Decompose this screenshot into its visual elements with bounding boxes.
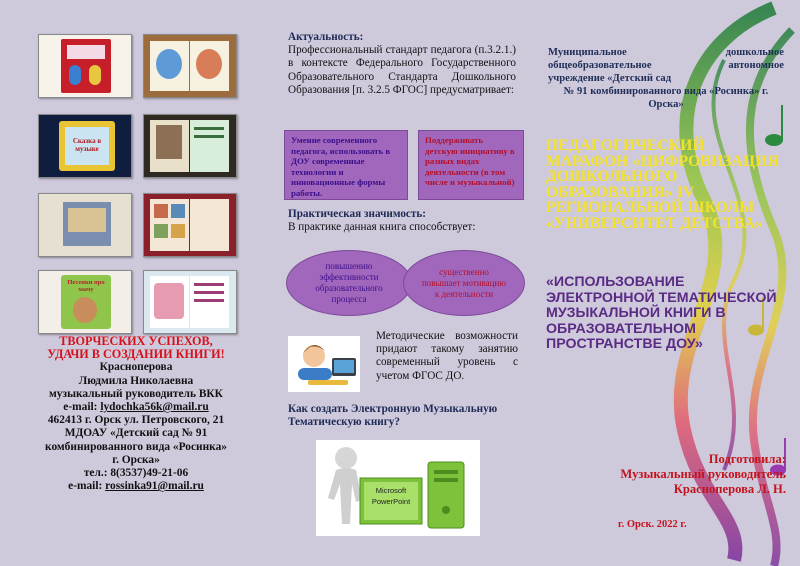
book-thumbnail-5 — [38, 193, 132, 257]
org-name — [548, 46, 784, 111]
child-computer-illustration — [288, 336, 360, 392]
left-panel — [0, 0, 268, 566]
relevance-heading: Актуальность: — [288, 31, 364, 43]
city-year: г. Орск. 2022 г. — [618, 519, 687, 530]
org-email-label: e-mail: — [68, 480, 103, 493]
motivation-ellipse: существенно повышает мотивацию к деятельности — [403, 250, 525, 316]
relevance-text: Профессиональный стандарт педагога (п.3.2.1.) в контексте Федерального Государственного Образовательного Стандарта Дошкольного Образования [п. 3.2.5 ФГОС] предусматривает: — [288, 44, 516, 97]
author-email-link[interactable]: lydochka56k@mail.ru — [100, 401, 209, 414]
book-thumbnail-6 — [143, 193, 237, 257]
screen-text-1: Microsoft — [375, 486, 407, 495]
skill-box: Умение современного педагога, использовать в ДОУ современные технологии и инновационные формы работы. — [284, 130, 408, 200]
prepared-label: Подготовила: — [708, 452, 786, 466]
wish-line-1: ТВОРЧЕСКИХ УСПЕХОВ, — [59, 334, 213, 348]
efficiency-ellipse: повышению эффективности образовательного процесса — [286, 250, 412, 316]
org-email-line — [20, 480, 252, 493]
prepared-role: Музыкальный руководитель — [620, 466, 786, 481]
book-thumbnail-2 — [143, 34, 237, 98]
address-line-4: г. Орска» — [112, 453, 160, 466]
initiative-box: Поддерживать детскую инициативу в разных видах деятельности (в том числе и музыкальной) — [418, 130, 524, 200]
thumb-text-2: Сказка в музыке — [72, 137, 102, 153]
phone: тел.: 8(3537)49-21-06 — [83, 467, 189, 480]
author-surname: Красноперова — [99, 361, 173, 374]
thumb-text-7: Песенки про маму — [67, 279, 105, 293]
org-line-4: № 91 комбинированного вида «Росинка» г. Орска» — [563, 86, 769, 110]
how-to-heading: Как создать Электронную Музыкальную Тематическую книгу? — [288, 403, 498, 429]
marathon-title: ПЕДАГОГИЧЕСКИЙ МАРАФОН «ЦИФРОВИЗАЦИЯ ДОШКОЛЬНОГО ОБРАЗОВАНИЯ» IV РЕГИОНАЛЬНОЙ ШКОЛЫ «УНИВЕРСИТЕТ ДЕТСТВА» — [546, 137, 779, 232]
address-line-2: МДОАУ «Детский сад № 91 — [64, 427, 208, 440]
org-line-1: Муниципальное дошкольное — [548, 47, 784, 58]
practical-heading: Практическая значимость: — [288, 208, 427, 220]
practical-text: В практике данная книга способствует: — [288, 221, 476, 233]
brochure-title: «ИСПОЛЬЗОВАНИЕ ЭЛЕКТРОННОЙ ТЕМАТИЧЕСКОЙ МУЗЫКАЛЬНОЙ КНИГИ В ОБРАЗОВАТЕЛЬНОМ ПРОСТРАНСТВЕ ДОУ» — [546, 274, 777, 353]
prepared-by — [586, 452, 786, 496]
author-email-line — [20, 401, 252, 414]
middle-panel — [268, 0, 534, 566]
screen-text-2: PowerPoint — [371, 497, 411, 506]
address-line-1: 462413 г. Орск ул. Петровского, 21 — [47, 414, 225, 427]
author-role: музыкальный руководитель ВКК — [49, 387, 223, 400]
contact-block — [20, 335, 252, 493]
author-email-label: e-mail: — [63, 401, 98, 414]
org-email-link[interactable]: rossinka91@mail.ru — [105, 480, 204, 493]
book-thumbnail-1 — [38, 34, 132, 98]
book-thumbnail-3 — [38, 114, 132, 178]
wish-line-2: УДАЧИ В СОЗДАНИИ КНИГИ! — [47, 347, 225, 362]
address-line-3: комбинированного вида «Росинка» — [45, 440, 227, 453]
org-line-3: учреждение «Детский сад — [548, 73, 672, 84]
book-thumbnail-4 — [143, 114, 237, 178]
method-text: Методические возможности придают такому занятию современный уровень с учетом ФГОС ДО. — [376, 330, 518, 382]
right-panel — [534, 0, 800, 566]
book-thumbnail-8 — [143, 270, 237, 334]
org-line-2: общеобразовательное автономное — [548, 60, 784, 71]
author-name: Людмила Николаевна — [78, 374, 194, 387]
book-thumbnail-7 — [38, 270, 132, 334]
prepared-name: Красноперова Л. Н. — [673, 481, 786, 496]
